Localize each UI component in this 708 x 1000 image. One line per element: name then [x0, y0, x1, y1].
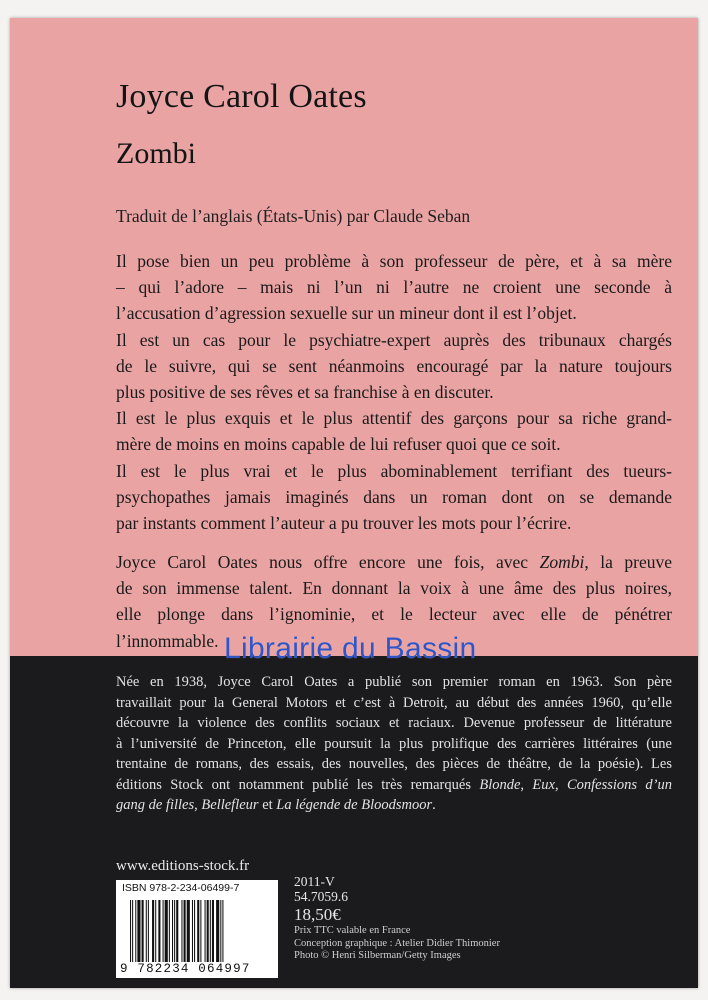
bio-line [116, 795, 672, 816]
barcode-bar [210, 900, 211, 962]
barcode-bar [194, 900, 195, 962]
book-title: Zombi [116, 137, 196, 170]
barcode-bar [205, 900, 206, 962]
bio-text: , [194, 797, 202, 813]
blurb-line: de le suivre, qui se sent néanmoins encouragé par la nature toujours [116, 355, 672, 376]
blurb-line: Il pose bien un peu problème à son professeur de père, et à sa mère [116, 251, 672, 271]
bio-line: trentaine de romans, des essais, des nouvelles, des pièces de théâtre, de la poésie). Les [116, 756, 672, 772]
price-note: Prix TTC valable en France [294, 925, 411, 936]
bio-title-italic: La légende de Bloodsmoor [276, 797, 433, 813]
closing-line [116, 549, 672, 575]
closing-text: Joyce Carol Oates nous offre encore une fois, avec [116, 552, 540, 572]
pricing-block [294, 874, 500, 963]
bio-text: et [258, 797, 277, 813]
blurb-line: – qui l’adore – mais ni l’un ni l’autre ne croient une seconde à [116, 277, 672, 298]
barcode-bar [207, 900, 209, 962]
barcode-bar [216, 900, 219, 962]
bio-line: découvre la violence des conflits sociaux et raciaux. Devenue professeur de littérature [116, 715, 672, 731]
design-credit: Conception graphique : Atelier Didier Thimonier [294, 937, 500, 949]
barcode-bar [142, 900, 144, 962]
bio-title-italic: Blonde [479, 776, 521, 793]
bio-line: travaillait pour la General Motors et c’est à Detroit, au début des années 1960, qu’elle [116, 694, 672, 711]
bio-title-italic: Bellefleur [201, 797, 259, 813]
bio-line [116, 775, 672, 796]
bio-line: à l’université de Princeton, elle poursuit la plus prolifique des carrières littéraires (une [116, 735, 672, 752]
barcode-bar [137, 900, 140, 962]
barcode-bar [132, 900, 133, 962]
blurb-line: Il est un cas pour le psychiatre-expert auprès des tribunaux chargés [116, 329, 672, 350]
bio-text: , [520, 776, 533, 793]
barcode-bar [220, 900, 221, 962]
barcode-bar [165, 900, 168, 962]
bio-title-italic: Confessions d’un [566, 776, 673, 793]
bio-line: Née en 1938, Joyce Carol Oates a publié son premier roman en 1963. Son père [116, 674, 672, 690]
blurb-line: plus positive de ses rêves et sa franchise à en discuter. [116, 382, 494, 403]
barcode-bar [174, 900, 175, 962]
edition-code: 2011-V [294, 874, 335, 889]
blurb-line: mère de moins en moins capable de lui refuser quoi que ce soit. [116, 434, 561, 455]
closing-line: l’innommable. [116, 630, 219, 651]
barcode-bar [184, 900, 186, 962]
blurb-line: l’accusation d’agression sexuelle sur un mineur dont il est l’objet. [116, 303, 577, 324]
bookshop-watermark: Librairie du Bassin [224, 632, 477, 665]
catalog-code: 54.7059.6 [294, 889, 348, 904]
barcode-bar [152, 900, 154, 962]
blurb [116, 248, 672, 536]
barcode-bar [200, 900, 201, 962]
bio-title-italic: gang de filles [116, 797, 195, 813]
barcode-bar [130, 900, 131, 962]
barcode-bar [176, 900, 178, 962]
photo-credit: Photo © Henri Silberman/Getty Images [294, 950, 461, 961]
author-name: Joyce Carol Oates [116, 78, 367, 115]
closing-line: elle plonge dans l’ignominie, et le lecteur avec elle de pénétrer [116, 604, 672, 625]
barcode-bar [155, 900, 156, 962]
barcode-digits: 9 782234 064997 [120, 962, 251, 976]
barcode-bar [212, 900, 214, 962]
bio-text: éditions Stock ont notamment publié les très remarqués [116, 776, 480, 793]
barcode-bar [169, 900, 170, 962]
barcode-bar [172, 900, 173, 962]
barcode-bar [146, 900, 147, 962]
blurb-line: Il est le plus exquis et le plus attentif des garçons pour sa riche grand- [116, 408, 672, 429]
barcode-bar [158, 900, 160, 962]
blurb-line: Il est le plus vrai et le plus abominablement terrifiant des tueurs- [116, 460, 672, 481]
closing-title-italic: Zombi [539, 552, 585, 572]
barcode-bar [192, 900, 193, 962]
barcode-bar [163, 900, 164, 962]
barcode-bar [222, 900, 223, 962]
barcode-bar [181, 900, 182, 962]
bio-text: . [432, 797, 436, 813]
author-bio [116, 672, 672, 816]
closing-text: , la preuve [584, 552, 672, 572]
bio-title-italic: Eux [532, 776, 555, 793]
barcode-label [116, 880, 278, 978]
closing-line: de son immense talent. En donnant la voix à une âme des plus noires, [116, 578, 672, 599]
isbn-text: ISBN 978-2-234-06499-7 [122, 882, 240, 894]
barcode-bar [197, 900, 199, 962]
price: 18,50€ [294, 905, 341, 924]
barcode-bar [148, 900, 149, 962]
barcode-bar [187, 900, 190, 962]
translator-line: Traduit de l’anglais (États-Unis) par Claude Seban [116, 206, 471, 226]
blurb-line: psychopathes jamais imaginés dans un roman dont on se demande [116, 486, 672, 507]
barcode-bar [135, 900, 136, 962]
barcode-bars [130, 900, 270, 962]
book-back-cover [10, 18, 698, 988]
publisher-website: www.editions-stock.fr [116, 858, 250, 874]
bio-text: , [554, 776, 567, 793]
blurb-line: par instants comment l’auteur a pu trouver les mots pour l’écrire. [116, 513, 572, 534]
